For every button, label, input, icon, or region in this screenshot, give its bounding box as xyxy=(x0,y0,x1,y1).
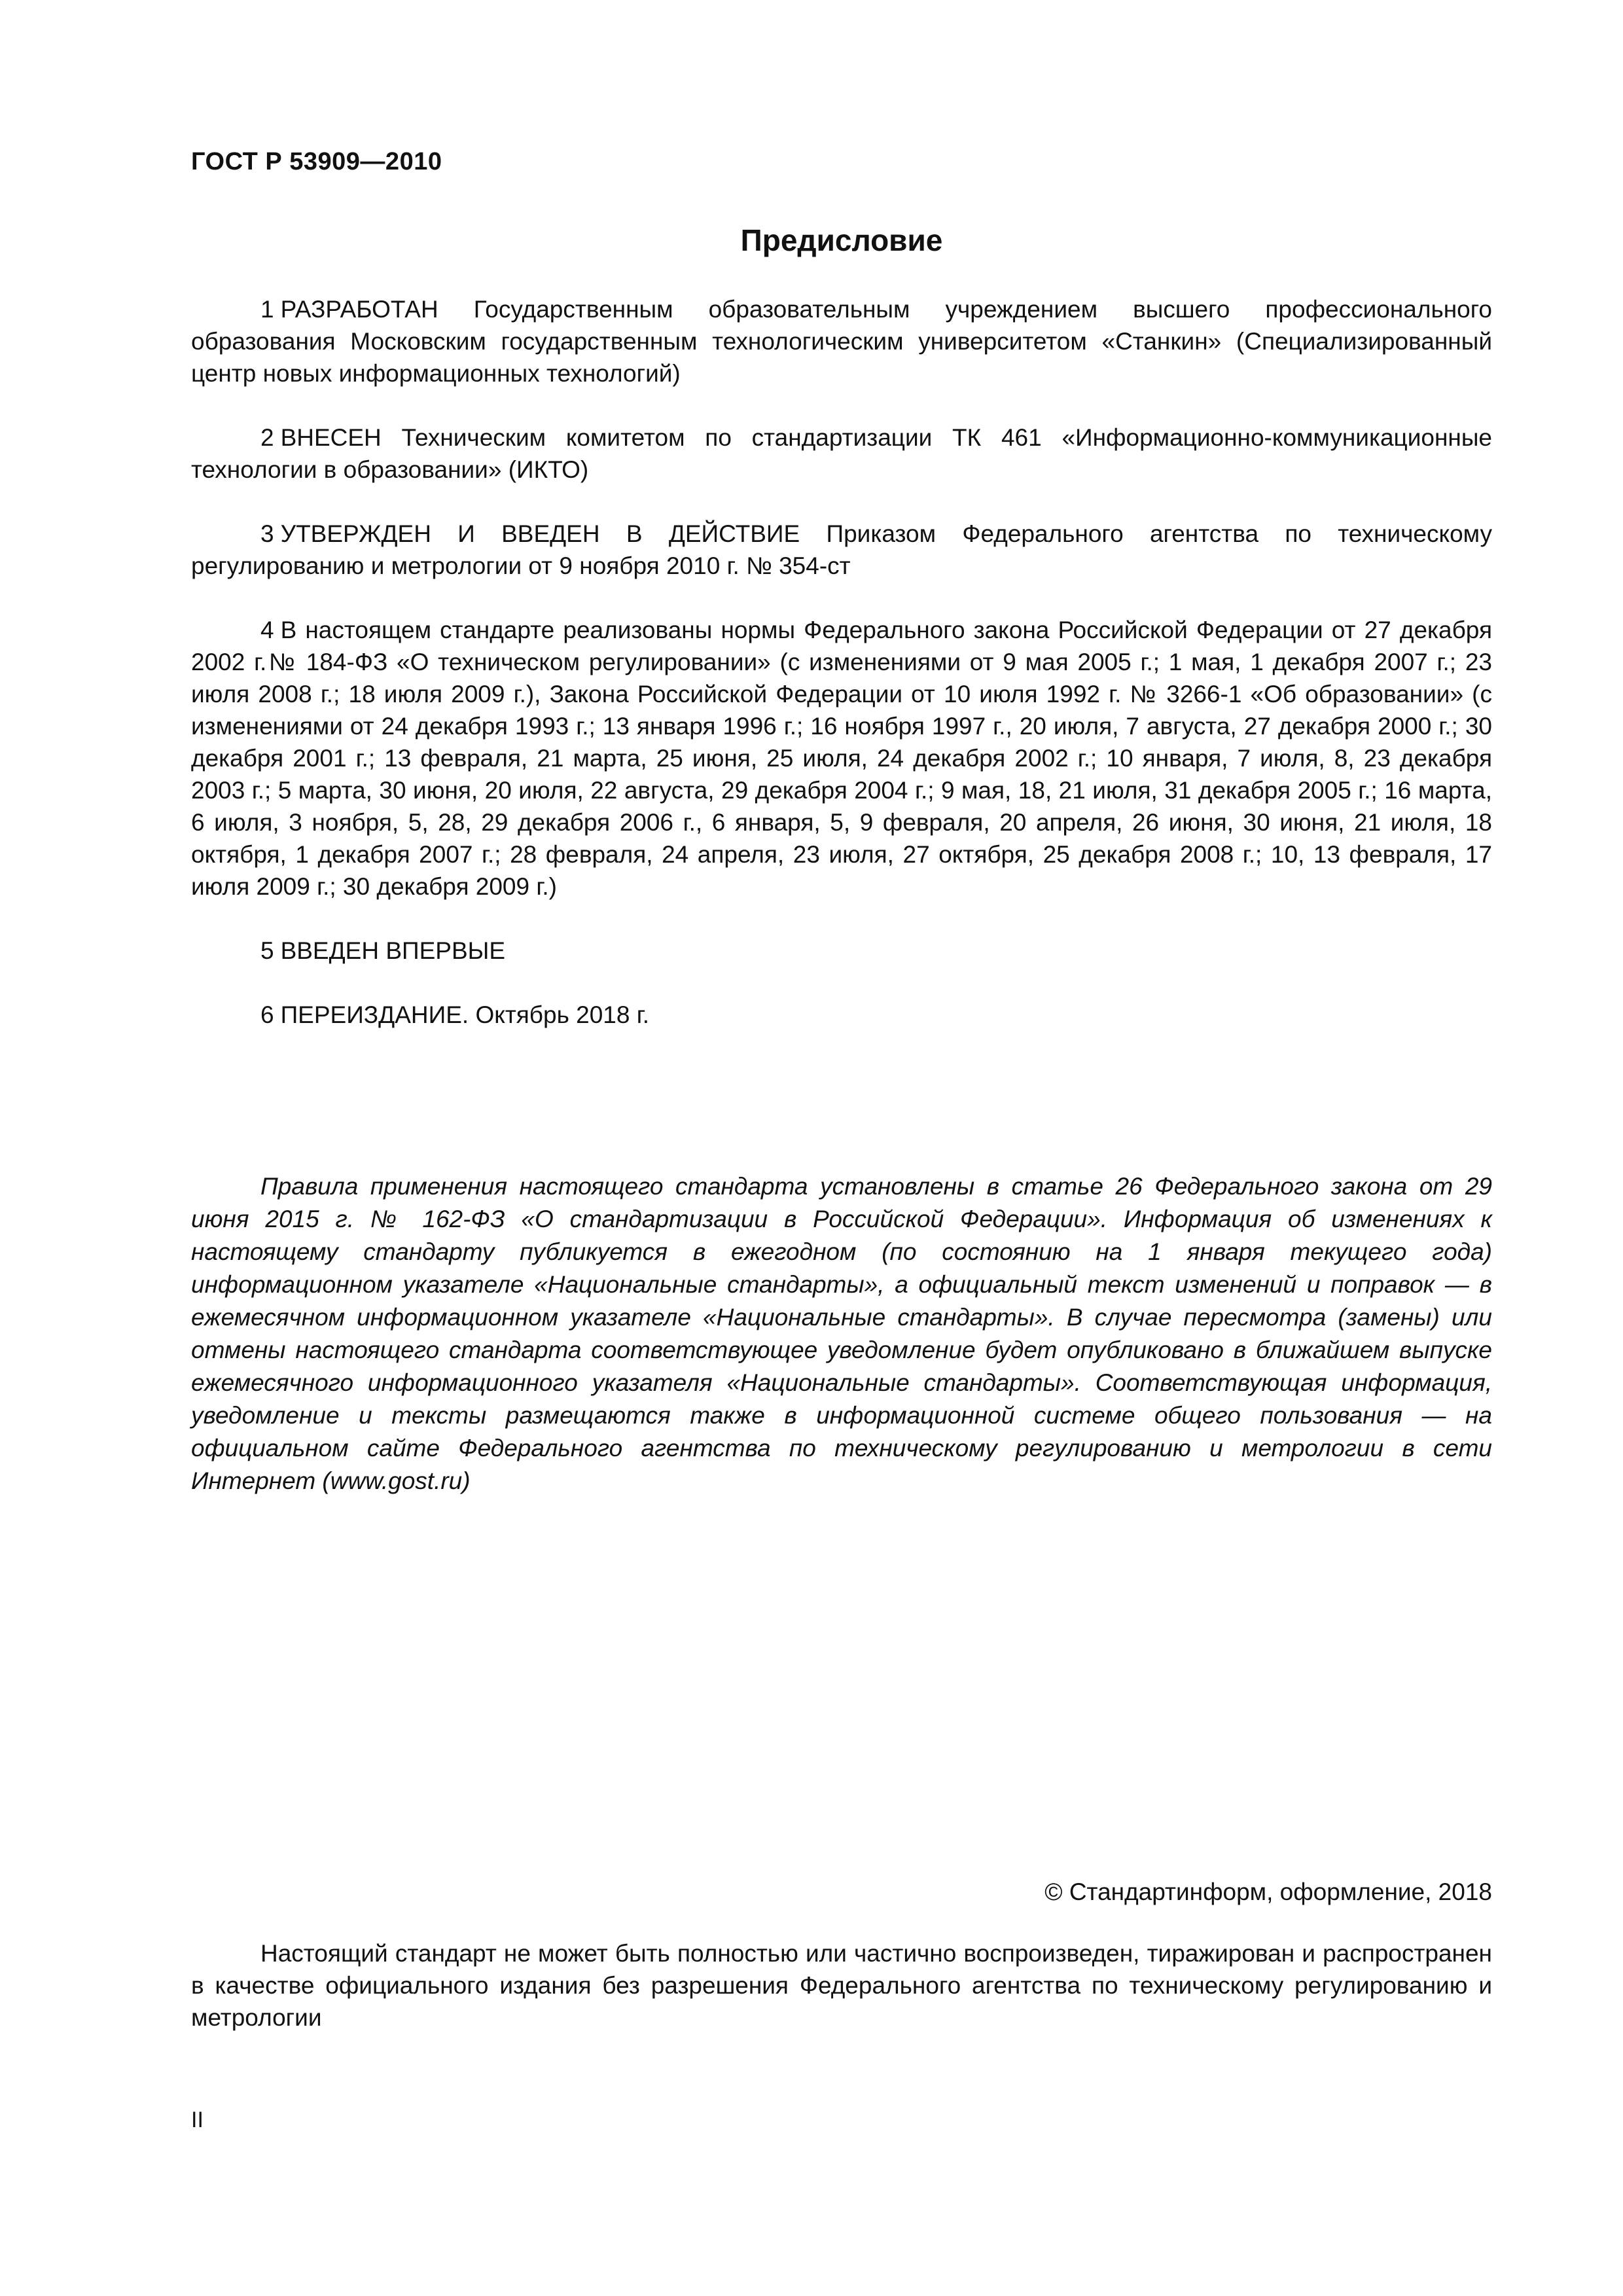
document-code: ГОСТ Р 53909—2010 xyxy=(191,148,442,175)
foreword-item-4 xyxy=(191,614,1492,903)
item-text: В настоящем стандарте реализованы нормы Федерального закона Российской Федерации от 27 декабря 2002 г.№ 184-ФЗ «О техническом регулировании» (с изменениями от 9 мая 2005 г.; 1 мая, 1 декабря 2007 г.; 23 июля 2008 г.; 18 июля 2009 г.), Закона Российской Федерации от 10 июля 1992 г. № 3266-1 «Об образовании» (с изменениями от 24 декабря 1993 г.; 13 января 1996 г.; 16 ноября 1997 г., 20 июля, 7 августа, 27 декабря 2000 г.; 30 декабря 2001 г.; 13 февраля, 21 марта, 25 июня, 25 июля, 24 декабря 2002 г.; 10 января, 7 июля, 8, 23 декабря 2003 г.; 5 марта, 30 июня, 20 июля, 22 августа, 29 декабря 2004 г.; 9 мая, 18, 21 июля, 31 декабря 2005 г.; 16 марта, 6 июля, 3 ноября, 5, 28, 29 декабря 2006 г., 6 января, 5, 9 февраля, 20 апреля, 26 июня, 30 июня, 21 июля, 18 октября, 1 декабря 2007 г.; 28 февраля, 24 апреля, 23 июля, 27 октября, 25 декабря 2008 г.; 10, 13 февраля, 17 июля 2009 г.; 30 декабря 2009 г.) xyxy=(191,617,1492,900)
copyright-line: © Стандартинформ, оформление, 2018 xyxy=(1044,1878,1492,1905)
item-text: ПЕРЕИЗДАНИЕ. Октябрь 2018 г. xyxy=(280,1001,649,1028)
item-number: 2 xyxy=(260,424,274,451)
foreword-item-1 xyxy=(191,293,1492,389)
foreword-item-5 xyxy=(191,935,1492,967)
foreword-item-6 xyxy=(191,999,1492,1031)
standard-application-notice: Правила применения настоящего стандарта установлены в статье 26 Федерального закона от 29 июня 2015 г. № 162-ФЗ «О стандартизации в Российской Федерации». Информация об изменениях к настоящему стандарту публикуется в ежегодном (по состоянию на 1 января текущего года) информационном указателе «Национальные стандарты», а официальный текст изменений и поправок — в ежемесячном информационном указателе «Национальные стандарты». В случае пересмотра (замены) или отмены настоящего стандарта соответствующее уведомление будет опубликовано в ближайшем выпуске ежемесячного информационного указателя «Национальные стандарты». Соответствующая информация, уведомление и тексты размещаются также в информационной системе общего пользования — на официальном сайте Федерального агентства по техническому регулированию и метрологии в сети Интернет (www.gost.ru) xyxy=(191,1173,1492,1494)
item-number: 3 xyxy=(260,520,274,547)
item-text: УТВЕРЖДЕН И ВВЕДЕН В ДЕЙСТВИЕ Приказом Федерального агентства по техническому регулированию и метрологии от 9 ноября 2010 г. № 354-ст xyxy=(191,520,1492,579)
item-text: РАЗРАБОТАН Государственным образовательным учреждением высшего профессионального образования Московским государственным технологическим университетом «Станкин» (Специализированный центр новых информационных технологий) xyxy=(191,296,1492,387)
foreword-item-2 xyxy=(191,422,1492,486)
section-title: Предисловие xyxy=(740,223,943,257)
item-text: ВВЕДЕН ВПЕРВЫЕ xyxy=(280,937,506,964)
item-number: 1 xyxy=(260,296,274,323)
item-number: 5 xyxy=(260,937,274,964)
item-text: ВНЕСЕН Техническим комитетом по стандартизации ТК 461 «Информационно-коммуникационные технологии в образовании» (ИКТО) xyxy=(191,424,1492,483)
item-number: 6 xyxy=(260,1001,274,1028)
page-number: II xyxy=(191,2108,204,2132)
foreword-item-3 xyxy=(191,518,1492,582)
foreword-items xyxy=(191,293,1492,1063)
item-number: 4 xyxy=(260,617,274,643)
reproduction-rights-notice: Настоящий стандарт не может быть полностью или частично воспроизведен, тиражирован и распространен в качестве официального издания без разрешения Федерального агентства по техническому регулированию и метрологии xyxy=(191,1940,1492,2031)
